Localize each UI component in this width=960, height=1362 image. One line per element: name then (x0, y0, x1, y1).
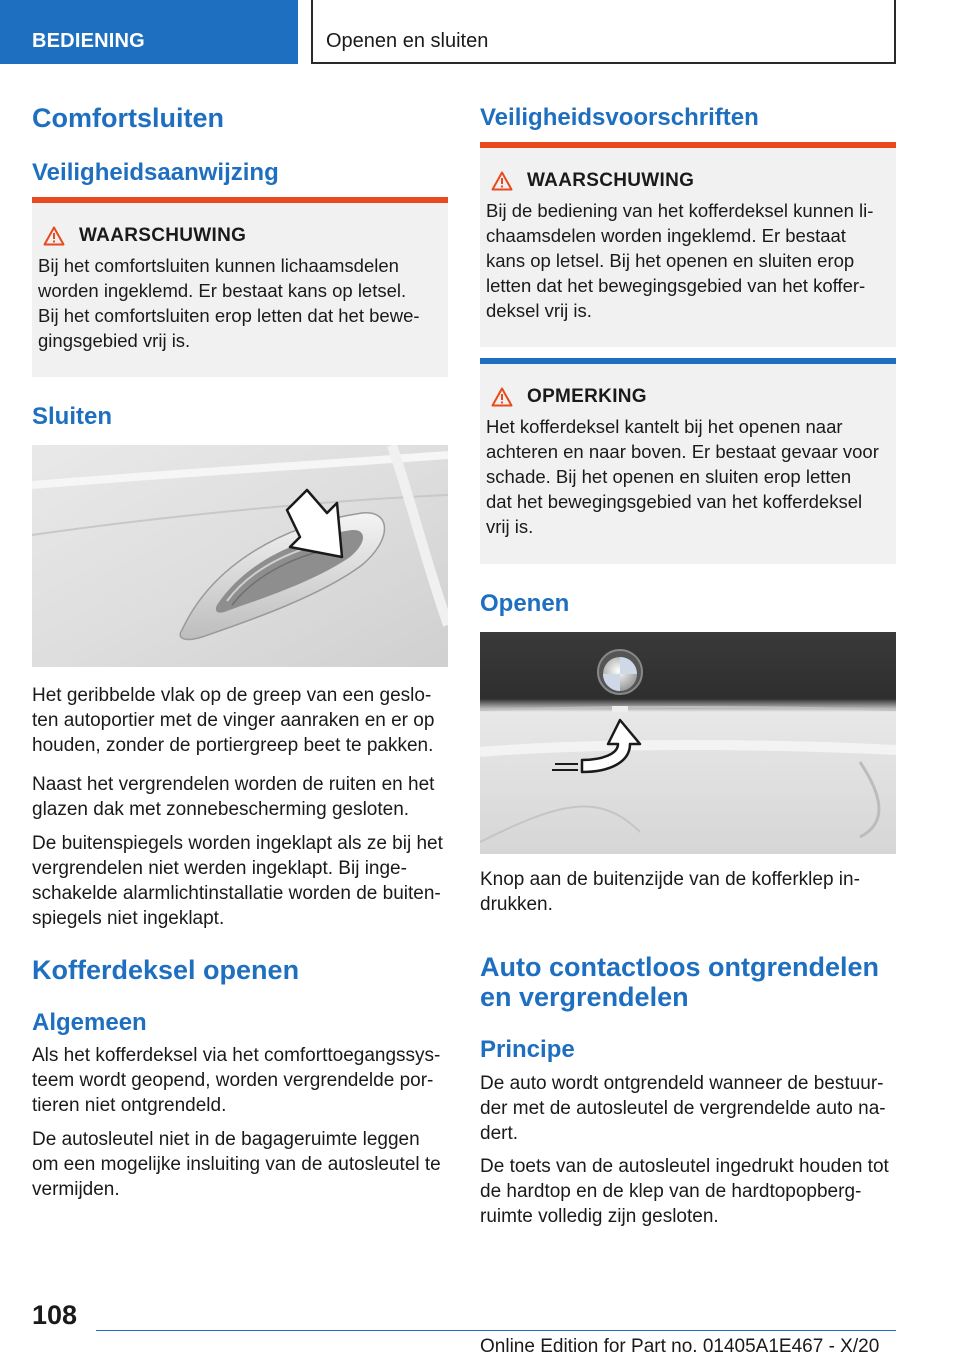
heading-comfort-close: Comfortsluiten (32, 103, 224, 133)
footer-divider (96, 1330, 896, 1331)
heading-general: Algemeen (32, 1009, 147, 1036)
close-paragraph-3 (32, 831, 448, 931)
text-line: ruimte volledig zijn gesloten. (480, 1206, 719, 1227)
text-line: De auto wordt ontgrendeld wanneer de bestuur- (480, 1073, 884, 1094)
heading-safety-note: Veiligheidsaanwijzing (32, 159, 279, 186)
warning-line: Bij het comfortsluiten kunnen lichaamsdelen (38, 255, 399, 276)
text-line: ten autoportier met de vinger aanraken en er op (32, 710, 435, 731)
footer-edition: Online Edition for Part no. 01405A1E467 - X/20 (480, 1336, 880, 1357)
close-paragraph-1 (32, 683, 448, 758)
text-line: der met de autosleutel de vergrendelde auto na- (480, 1098, 886, 1119)
notice-title (486, 384, 890, 410)
heading-safety-rules: Veiligheidsvoorschriften (480, 104, 759, 131)
text-line: Als het kofferdeksel via het comforttoegangssys- (32, 1045, 441, 1066)
principle-paragraph-1 (480, 1071, 896, 1146)
text-line: teem wordt geopend, worden vergrendelde por- (32, 1070, 434, 1091)
warning-line: letten dat het bewegingsgebied van het koffer- (486, 275, 866, 296)
close-paragraph-2 (32, 772, 448, 822)
heading-line: Auto contactloos ontgrendelen (480, 952, 880, 982)
text-line: De autosleutel niet in de bagageruimte leggen (32, 1129, 420, 1150)
text-line: tieren niet ontgrendeld. (32, 1095, 227, 1116)
notice-line: dat het bewegingsgebied van het kofferdeksel (486, 491, 863, 512)
text-line: Knop aan de buitenzijde van de kofferklep in- (480, 869, 860, 890)
text-line: houden, zonder de portiergreep beet te pakken. (32, 735, 434, 756)
text-line: de hardtop en de klep van de hardtopopberg- (480, 1181, 862, 1202)
warning-box-trunk (480, 142, 896, 347)
header-chapter-tab (311, 0, 896, 64)
text-line: Naast het vergrendelen worden de ruiten en het (32, 774, 435, 795)
heading-contactless (480, 952, 896, 1012)
door-handle-illustration (32, 445, 448, 667)
heading-trunk-open: Kofferdeksel openen (32, 955, 300, 985)
text-line: om een mogelijke insluiting van de autosleutel te (32, 1154, 441, 1175)
text-line: Het geribbelde vlak op de greep van een geslo- (32, 685, 432, 706)
warning-title (486, 168, 890, 194)
text-line: spiegels niet ingeklapt. (32, 908, 225, 929)
notice-line: Het kofferdeksel kantelt bij het openen naar (486, 416, 843, 437)
warning-title-text: WAARSCHUWING (527, 170, 695, 191)
text-line: glazen dak met zonnebescherming gesloten. (32, 799, 410, 820)
general-paragraph-1 (32, 1043, 448, 1118)
warning-title-text: WAARSCHUWING (79, 225, 247, 246)
header-section-label: BEDIENING (32, 30, 145, 52)
notice-line: schade. Bij het openen en sluiten erop letten (486, 466, 852, 487)
warning-title (38, 223, 442, 249)
header-chapter-label: Openen en sluiten (326, 30, 489, 52)
warning-line: kans op letsel. Bij het openen en sluiten erop (486, 250, 855, 271)
text-line: De toets van de autosleutel ingedrukt houden tot (480, 1156, 889, 1177)
trunk-button-illustration (480, 632, 896, 854)
warning-triangle-icon (491, 171, 513, 191)
text-line: drukken. (480, 894, 553, 915)
heading-principle: Principe (480, 1036, 575, 1063)
warning-line: gingsgebied vrij is. (38, 330, 191, 351)
warning-line: deksel vrij is. (486, 300, 592, 321)
warning-line: Bij het comfortsluiten erop letten dat het bewe- (38, 305, 420, 326)
notice-line: vrij is. (486, 516, 534, 537)
text-line: vermijden. (32, 1179, 120, 1200)
general-paragraph-2 (32, 1127, 448, 1202)
notice-title-text: OPMERKING (527, 386, 647, 407)
text-line: De buitenspiegels worden ingeklapt als ze bij het (32, 833, 443, 854)
warning-triangle-icon (491, 387, 513, 407)
notice-box (480, 358, 896, 564)
open-paragraph (480, 867, 896, 917)
notice-line: achteren en naar boven. Er bestaat gevaar voor (486, 441, 879, 462)
text-line: schakelde alarmlichtinstallatie worden de buiten- (32, 883, 441, 904)
warning-box-comfort (32, 197, 448, 377)
warning-line: chaamsdelen worden ingeklemd. Er bestaat (486, 225, 846, 246)
header-section-tab (0, 0, 298, 64)
heading-line: en vergrendelen (480, 982, 689, 1012)
warning-line: Bij de bediening van het kofferdeksel kunnen li- (486, 200, 874, 221)
principle-paragraph-2 (480, 1154, 896, 1229)
warning-line: worden ingeklemd. Er bestaat kans op letsel. (38, 280, 407, 301)
warning-triangle-icon (43, 226, 65, 246)
heading-open: Openen (480, 590, 570, 617)
text-line: dert. (480, 1123, 519, 1144)
text-line: vergrendelen niet werden ingeklapt. Bij inge- (32, 858, 407, 879)
heading-close: Sluiten (32, 403, 113, 430)
page-number: 108 (32, 1300, 78, 1330)
